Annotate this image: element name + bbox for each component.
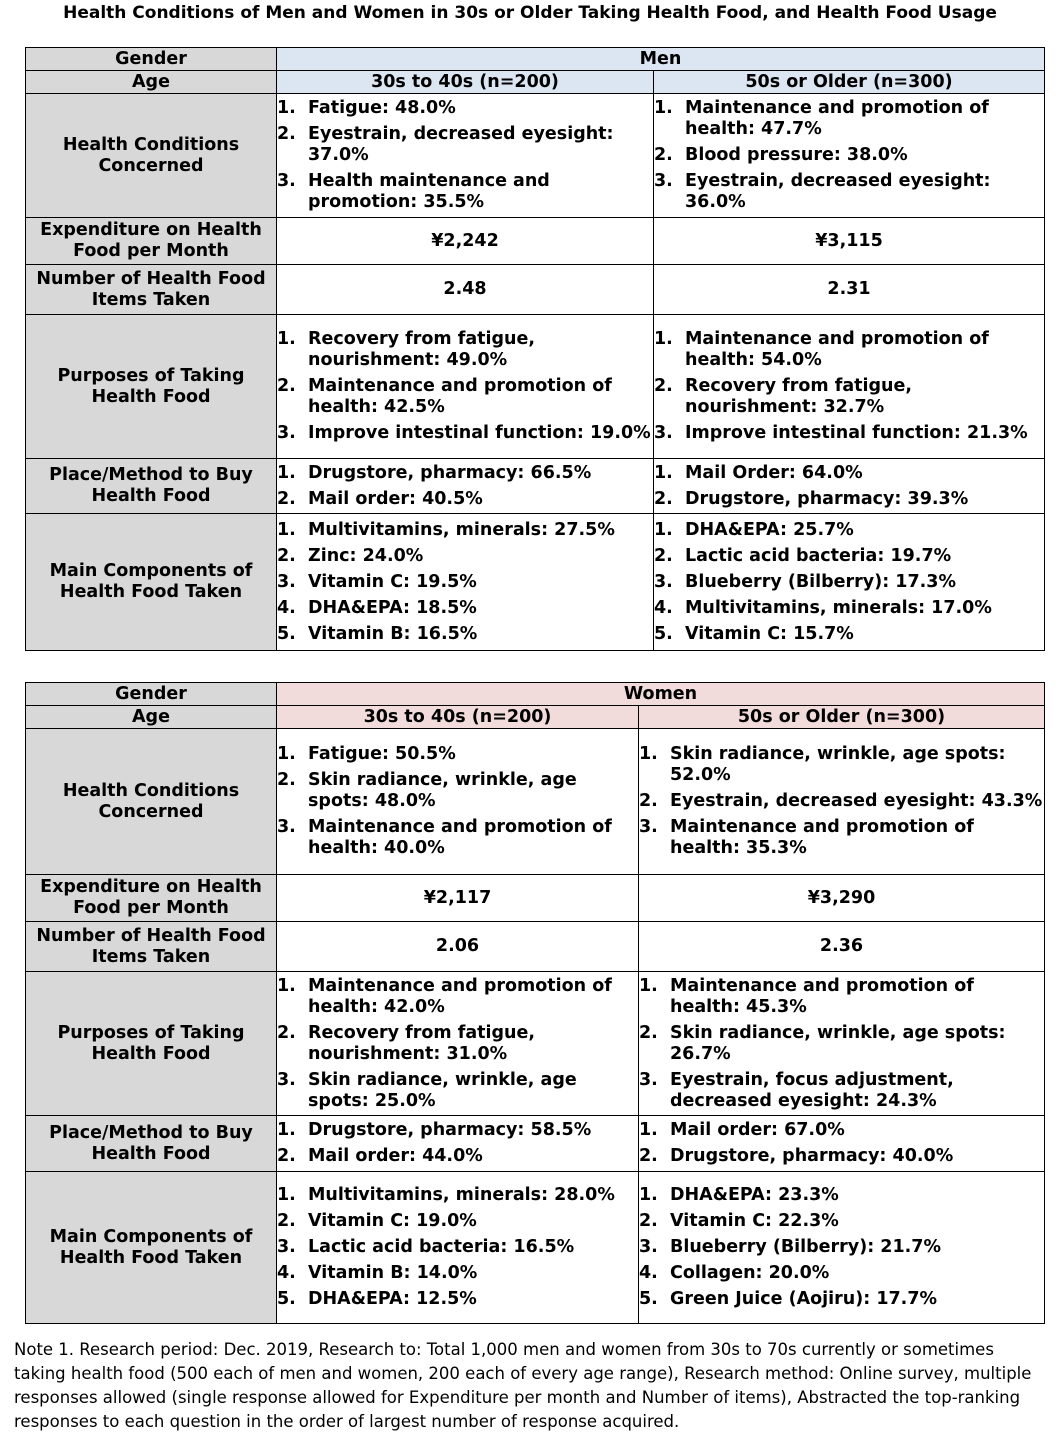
list-item — [639, 1185, 1044, 1206]
list-item — [654, 329, 1044, 371]
value-cell: ¥2,117 — [277, 875, 639, 922]
ranked-cell — [277, 1116, 639, 1172]
rank-number: 2. — [277, 376, 296, 396]
table-row — [26, 315, 1045, 459]
item-text: Improve intestinal function: 19.0% — [308, 423, 651, 443]
item-text: Multivitamins, minerals: 17.0% — [685, 597, 992, 618]
list-item — [277, 463, 653, 484]
item-text: Mail order: 40.5% — [308, 488, 483, 509]
list-item — [654, 463, 1044, 484]
rank-number: 3. — [654, 571, 673, 592]
rank-number: 3. — [639, 817, 658, 837]
ranked-list — [654, 463, 1044, 510]
age-column-header: 30s to 40s (n=200) — [277, 706, 639, 729]
row-label: Purposes of Taking Health Food — [26, 315, 277, 459]
row-label: Expenditure on Health Food per Month — [26, 875, 277, 922]
item-text: Zinc: 24.0% — [308, 545, 424, 566]
ranked-cell — [639, 1172, 1045, 1324]
item-text: Lactic acid bacteria: 19.7% — [685, 545, 952, 566]
list-item — [277, 98, 653, 119]
rank-number: 1. — [639, 1185, 658, 1205]
table-row — [26, 265, 1045, 315]
table-row — [26, 1172, 1045, 1324]
rank-number: 3. — [277, 1069, 296, 1090]
rank-number: 2. — [277, 545, 296, 566]
page-title: Health Conditions of Men and Women in 30s or Older Taking Health Food, and Health Food Usage — [63, 3, 997, 23]
rank-number: 2. — [639, 1146, 658, 1166]
list-item — [654, 572, 1044, 593]
rank-number: 3. — [654, 171, 673, 191]
ranked-cell — [639, 729, 1045, 875]
ranked-cell — [639, 972, 1045, 1116]
rank-number: 1. — [639, 744, 658, 764]
list-item — [277, 520, 653, 541]
item-text: Vitamin B: 14.0% — [308, 1263, 478, 1283]
list-item — [277, 546, 653, 567]
ranked-list — [639, 1185, 1044, 1310]
rank-number: 1. — [277, 1120, 296, 1140]
rank-number: 1. — [277, 98, 296, 118]
rank-number: 3. — [277, 571, 296, 592]
rank-number: 2. — [639, 1211, 658, 1231]
item-text: Vitamin C: 19.0% — [308, 1211, 477, 1231]
ranked-cell — [277, 315, 654, 459]
row-label: Expenditure on Health Food per Month — [26, 218, 277, 265]
age-header-row — [26, 71, 1045, 94]
rank-number: 2. — [277, 1022, 296, 1043]
age-column-header: 30s to 40s (n=200) — [277, 71, 654, 94]
rank-number: 1. — [654, 462, 673, 483]
item-text: Mail order: 44.0% — [308, 1146, 483, 1166]
item-text: Blueberry (Bilberry): 17.3% — [685, 571, 957, 592]
item-text: DHA&EPA: 18.5% — [308, 597, 477, 618]
list-item — [277, 1211, 638, 1232]
list-item — [654, 171, 1044, 213]
list-item — [277, 598, 653, 619]
item-text: Eyestrain, focus adjustment, decreased eyesight: 24.3% — [670, 1069, 954, 1111]
row-label: Place/Method to Buy Health Food — [26, 1116, 277, 1172]
value-cell: 2.48 — [277, 265, 654, 315]
footnote: Note 1. Research period: Dec. 2019, Research to: Total 1,000 men and women from 30s to 70s currently or sometimes taking health food (500 each of men and women, 200 each of every age range), Research method: Online survey, multiple responses allowed (single response allowed for Expenditure per month and Number of items), Abstracted the top-ranking responses to each question in the order of largest number of response acquired. — [14, 1340, 1032, 1431]
list-item — [277, 1070, 638, 1112]
ranked-cell — [654, 94, 1045, 218]
rank-number: 2. — [277, 1211, 296, 1231]
item-text: Mail order: 67.0% — [670, 1120, 845, 1140]
list-item — [639, 817, 1044, 859]
ranked-list — [277, 1120, 638, 1167]
list-item — [277, 817, 638, 859]
item-text: Maintenance and promotion of health: 47.7% — [685, 98, 989, 139]
list-item — [277, 1289, 638, 1310]
rank-number: 4. — [654, 597, 673, 618]
list-item — [639, 1146, 1044, 1167]
list-item — [277, 1263, 638, 1284]
table-row — [26, 1116, 1045, 1172]
item-text: Collagen: 20.0% — [670, 1263, 830, 1283]
rank-number: 5. — [277, 623, 296, 644]
item-text: Recovery from fatigue, nourishment: 31.0% — [308, 1022, 536, 1064]
rank-number: 2. — [654, 488, 673, 509]
ranked-list — [654, 98, 1044, 213]
age-column-header: 50s or Older (n=300) — [654, 71, 1045, 94]
value-cell: 2.31 — [654, 265, 1045, 315]
ranked-cell — [654, 315, 1045, 459]
rank-number: 2. — [654, 545, 673, 566]
gender-header-row — [26, 683, 1045, 706]
list-item — [277, 376, 653, 418]
ranked-list — [639, 1120, 1044, 1167]
item-text: Vitamin C: 19.5% — [308, 571, 477, 592]
item-text: Fatigue: 48.0% — [308, 98, 456, 118]
women-table — [25, 682, 1045, 1324]
ranked-cell — [277, 459, 654, 514]
rank-number: 2. — [277, 1146, 296, 1166]
item-text: Skin radiance, wrinkle, age spots: 48.0% — [308, 770, 577, 811]
list-item — [277, 1237, 638, 1258]
rank-number: 3. — [654, 423, 673, 443]
list-item — [654, 546, 1044, 567]
item-text: Maintenance and promotion of health: 45.3% — [670, 975, 974, 1017]
item-text: Lactic acid bacteria: 16.5% — [308, 1237, 575, 1257]
item-text: Maintenance and promotion of health: 42.5% — [308, 376, 612, 417]
rank-number: 2. — [277, 770, 296, 790]
list-item — [277, 1185, 638, 1206]
ranked-list — [639, 976, 1044, 1112]
ranked-list — [277, 329, 653, 444]
rank-number: 2. — [639, 791, 658, 811]
row-label: Number of Health Food Items Taken — [26, 922, 277, 972]
ranked-cell — [639, 1116, 1045, 1172]
gender-label: Gender — [26, 683, 277, 706]
item-text: Eyestrain, decreased eyesight: 36.0% — [685, 171, 991, 212]
list-item — [654, 145, 1044, 166]
row-label: Main Components of Health Food Taken — [26, 1172, 277, 1324]
rank-number: 1. — [277, 462, 296, 483]
ranked-cell — [277, 1172, 639, 1324]
list-item — [277, 1146, 638, 1167]
list-item — [639, 976, 1044, 1018]
rank-number: 4. — [277, 597, 296, 618]
list-item — [277, 770, 638, 812]
rank-number: 3. — [639, 1237, 658, 1257]
list-item — [277, 1023, 638, 1065]
list-item — [639, 1237, 1044, 1258]
list-item — [277, 124, 653, 166]
item-text: Recovery from fatigue, nourishment: 49.0% — [308, 329, 536, 370]
item-text: Skin radiance, wrinkle, age spots: 52.0% — [670, 744, 1006, 785]
rank-number: 1. — [277, 519, 296, 540]
list-item — [654, 376, 1044, 418]
value-cell: ¥3,290 — [639, 875, 1045, 922]
list-item — [277, 329, 653, 371]
rank-number: 1. — [277, 744, 296, 764]
rank-number: 3. — [639, 1069, 658, 1090]
rank-number: 3. — [277, 817, 296, 837]
ranked-list — [654, 329, 1044, 444]
list-item — [277, 976, 638, 1018]
list-item — [277, 572, 653, 593]
ranked-list — [654, 520, 1044, 645]
list-item — [277, 1120, 638, 1141]
list-item — [277, 423, 653, 444]
value-cell: 2.36 — [639, 922, 1045, 972]
rank-number: 4. — [639, 1263, 658, 1283]
ranked-list — [277, 98, 653, 213]
item-text: Skin radiance, wrinkle, age spots: 25.0% — [308, 1069, 577, 1111]
gender-label: Gender — [26, 48, 277, 71]
rank-number: 2. — [277, 124, 296, 144]
table-row — [26, 94, 1045, 218]
list-item — [639, 1120, 1044, 1141]
list-item — [639, 744, 1044, 786]
rank-number: 1. — [277, 975, 296, 996]
row-label: Purposes of Taking Health Food — [26, 972, 277, 1116]
rank-number: 1. — [654, 519, 673, 540]
age-header-row — [26, 706, 1045, 729]
list-item — [654, 624, 1044, 645]
rank-number: 2. — [639, 1022, 658, 1043]
row-label: Number of Health Food Items Taken — [26, 265, 277, 315]
item-text: Green Juice (Aojiru): 17.7% — [670, 1289, 938, 1309]
item-text: Improve intestinal function: 21.3% — [685, 423, 1028, 443]
rank-number: 2. — [277, 488, 296, 509]
rank-number: 3. — [277, 171, 296, 191]
list-item — [639, 1289, 1044, 1310]
rank-number: 3. — [277, 1237, 296, 1257]
item-text: Maintenance and promotion of health: 54.0% — [685, 329, 989, 370]
ranked-cell — [277, 94, 654, 218]
rank-number: 1. — [277, 329, 296, 349]
list-item — [654, 98, 1044, 140]
item-text: Drugstore, pharmacy: 66.5% — [308, 462, 592, 483]
rank-number: 1. — [639, 1120, 658, 1140]
list-item — [639, 791, 1044, 812]
rank-number: 4. — [277, 1263, 296, 1283]
rank-number: 5. — [277, 1289, 296, 1309]
item-text: DHA&EPA: 23.3% — [670, 1185, 839, 1205]
ranked-list — [277, 976, 638, 1112]
gender-value: Women — [277, 683, 1045, 706]
list-item — [654, 489, 1044, 510]
item-text: Vitamin C: 15.7% — [685, 623, 854, 644]
item-text: Maintenance and promotion of health: 35.3% — [670, 817, 974, 858]
row-label: Health Conditions Concerned — [26, 729, 277, 875]
ranked-cell — [277, 729, 639, 875]
item-text: Maintenance and promotion of health: 40.0% — [308, 817, 612, 858]
value-cell: ¥2,242 — [277, 218, 654, 265]
list-item — [639, 1023, 1044, 1065]
item-text: DHA&EPA: 25.7% — [685, 519, 854, 540]
ranked-list — [639, 744, 1044, 859]
item-text: Vitamin B: 16.5% — [308, 623, 478, 644]
item-text: Mail Order: 64.0% — [685, 462, 863, 483]
item-text: Blood pressure: 38.0% — [685, 145, 908, 165]
rank-number: 3. — [277, 423, 296, 443]
item-text: Eyestrain, decreased eyesight: 43.3% — [670, 791, 1043, 811]
men-table — [25, 47, 1045, 651]
ranked-cell — [277, 972, 639, 1116]
item-text: Multivitamins, minerals: 27.5% — [308, 519, 615, 540]
table-row — [26, 922, 1045, 972]
table-row — [26, 218, 1045, 265]
rank-number: 2. — [654, 376, 673, 396]
ranked-list — [277, 1185, 638, 1310]
list-item — [654, 598, 1044, 619]
list-item — [639, 1070, 1044, 1112]
rank-number: 5. — [639, 1289, 658, 1309]
row-label: Place/Method to Buy Health Food — [26, 459, 277, 514]
item-text: Vitamin C: 22.3% — [670, 1211, 839, 1231]
ranked-cell — [654, 459, 1045, 514]
ranked-list — [277, 520, 653, 645]
item-text: Drugstore, pharmacy: 58.5% — [308, 1120, 592, 1140]
item-text: Drugstore, pharmacy: 39.3% — [685, 488, 969, 509]
item-text: Skin radiance, wrinkle, age spots: 26.7% — [670, 1022, 1006, 1064]
list-item — [277, 171, 653, 213]
ranked-list — [277, 463, 653, 510]
item-text: Eyestrain, decreased eyesight: 37.0% — [308, 124, 614, 165]
list-item — [654, 423, 1044, 444]
item-text: Maintenance and promotion of health: 42.0% — [308, 975, 612, 1017]
row-label: Health Conditions Concerned — [26, 94, 277, 218]
table-row — [26, 972, 1045, 1116]
value-cell: ¥3,115 — [654, 218, 1045, 265]
table-row — [26, 875, 1045, 922]
age-label: Age — [26, 706, 277, 729]
list-item — [277, 489, 653, 510]
table-row — [26, 729, 1045, 875]
ranked-list — [277, 744, 638, 859]
item-text: Fatigue: 50.5% — [308, 744, 456, 764]
table-row — [26, 459, 1045, 514]
list-item — [654, 520, 1044, 541]
list-item — [277, 744, 638, 765]
value-cell: 2.06 — [277, 922, 639, 972]
list-item — [639, 1263, 1044, 1284]
rank-number: 1. — [277, 1185, 296, 1205]
item-text: Health maintenance and promotion: 35.5% — [308, 171, 550, 212]
item-text: Multivitamins, minerals: 28.0% — [308, 1185, 615, 1205]
list-item — [277, 624, 653, 645]
item-text: DHA&EPA: 12.5% — [308, 1289, 477, 1309]
age-label: Age — [26, 71, 277, 94]
row-label: Main Components of Health Food Taken — [26, 514, 277, 651]
age-column-header: 50s or Older (n=300) — [639, 706, 1045, 729]
list-item — [639, 1211, 1044, 1232]
rank-number: 5. — [654, 623, 673, 644]
ranked-cell — [654, 514, 1045, 651]
gender-value: Men — [277, 48, 1045, 71]
item-text: Recovery from fatigue, nourishment: 32.7% — [685, 376, 913, 417]
item-text: Drugstore, pharmacy: 40.0% — [670, 1146, 954, 1166]
rank-number: 1. — [639, 975, 658, 996]
ranked-cell — [277, 514, 654, 651]
table-row — [26, 514, 1045, 651]
item-text: Blueberry (Bilberry): 21.7% — [670, 1237, 942, 1257]
rank-number: 2. — [654, 145, 673, 165]
gender-header-row — [26, 48, 1045, 71]
rank-number: 1. — [654, 98, 673, 118]
rank-number: 1. — [654, 329, 673, 349]
